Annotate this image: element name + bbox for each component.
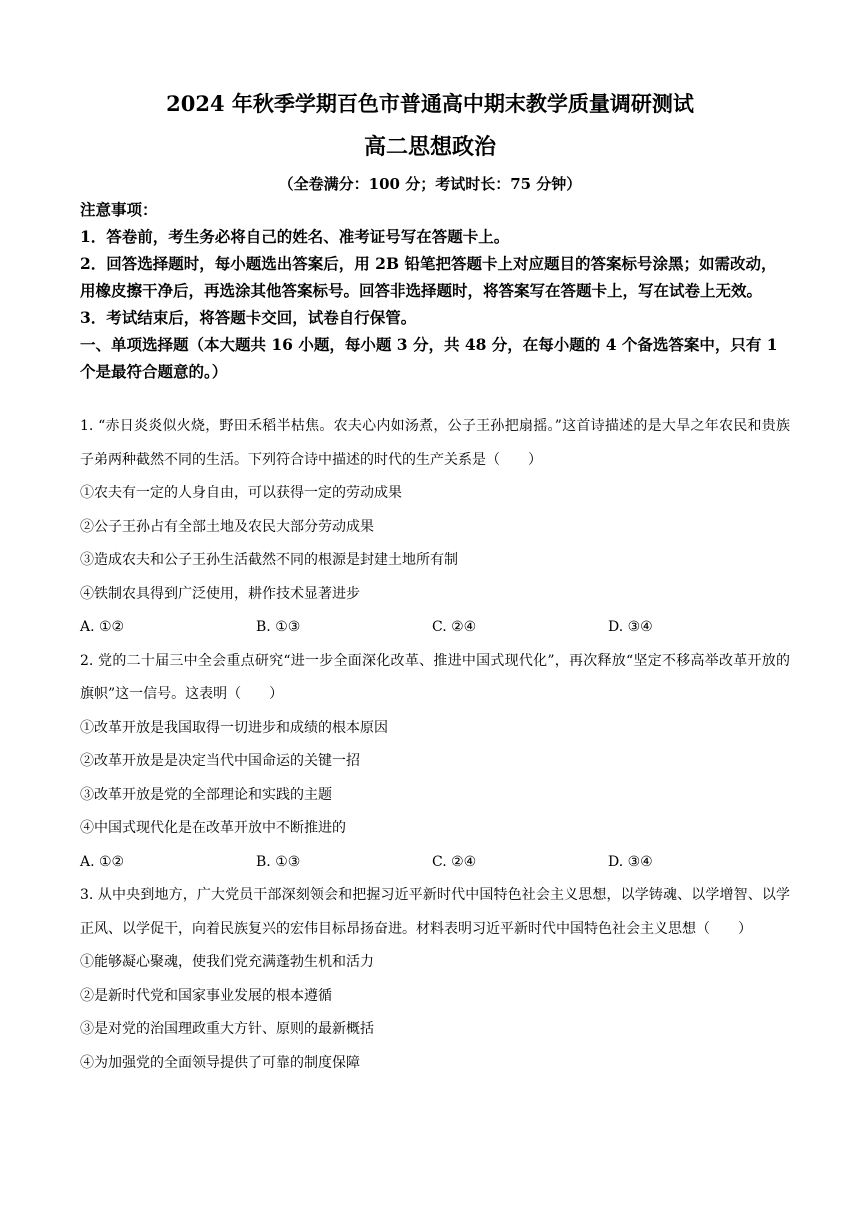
statement-option: ④为加强党的全面领导提供了可靠的制度保障 xyxy=(80,1054,360,1071)
statement-option: ②公子王孙占有全部土地及农民大部分劳动成果 xyxy=(80,518,374,535)
question xyxy=(80,879,790,1080)
exam-title: 2024 年秋季学期百色市普通高中期末教学质量调研测试 xyxy=(166,91,694,116)
section-heading: 一、单项选择题（本大题共 16 小题，每小题 3 分，共 48 分，在每小题的 4 个备选答案中，只有 1 个是最符合题意的。） xyxy=(80,335,778,381)
statement-option: ②是新时代党和国家事业发展的根本遵循 xyxy=(80,987,332,1004)
statement-option: ①能够凝心聚魂，使我们党充满蓬勃生机和活力 xyxy=(80,954,374,970)
notice-section xyxy=(80,196,790,385)
question xyxy=(80,645,790,880)
choice-c: C. ②④ xyxy=(432,619,477,635)
question-list xyxy=(80,410,790,1080)
choice-a: A. ①② xyxy=(80,619,125,635)
statement-option: ②改革开放是是决定当代中国命运的关键一招 xyxy=(80,753,360,769)
answer-choices xyxy=(80,611,790,645)
statement-option: ①农夫有一定的人身自由，可以获得一定的劳动成果 xyxy=(80,485,402,501)
choice-a: A. ①② xyxy=(80,853,125,870)
question xyxy=(80,410,790,645)
choice-d: D. ③④ xyxy=(608,853,653,870)
statement-option: ①改革开放是我国取得一切进步和成绩的根本原因 xyxy=(80,719,388,736)
question-stem: 3. 从中央到地方，广大党员干部深刻领会和把握习近平新时代中国特色社会主义思想，以学铸魂、以学增智、以学正风、以学促干，向着民族复兴的宏伟目标昂扬奋进。材料表明习近平新时代中国特色社会主义思想（ ） xyxy=(80,887,790,937)
question-stem: 2. 党的二十届三中全会重点研究“进一步全面深化改革、推进中国式现代化”，再次释放“坚定不移高举改革开放的旗帜”这一信号。这表明（ ） xyxy=(80,652,790,702)
statement-option: ③造成农夫和公子王孙生活截然不同的根源是封建土地所有制 xyxy=(80,552,458,568)
question-stem: 1. “赤日炎炎似火烧，野田禾稻半枯焦。农夫心内如汤煮，公子王孙把扇摇。”这首诗描述的是大旱之年农民和贵族子弟两种截然不同的生活。下列符合诗中描述的时代的生产关系是（ ） xyxy=(80,418,790,468)
statement-option: ③是对党的治国理政重大方针、原则的最新概括 xyxy=(80,1021,374,1037)
choice-d: D. ③④ xyxy=(608,619,653,635)
notice-heading: 注意事项： xyxy=(80,200,158,219)
statement-option: ③改革开放是党的全部理论和实践的主题 xyxy=(80,786,332,803)
statement-option: ④铁制农具得到广泛使用，耕作技术显著进步 xyxy=(80,585,360,602)
choice-b: B. ①③ xyxy=(256,619,301,635)
notice-item: 2．回答选择题时，每小题选出答案后，用 2B 铅笔把答题卡上对应题目的答案标号涂黑；如需改动，用橡皮擦干净后，再选涂其他答案标号。回答非选择题时，将答案写在答题卡上，写在试卷上无效。 xyxy=(80,254,777,300)
subject-title: 高二思想政治 xyxy=(363,134,496,160)
notice-item: 3．考试结束后，将答题卡交回，试卷自行保管。 xyxy=(80,308,417,327)
choice-c: C. ②④ xyxy=(432,853,477,870)
choice-b: B. ①③ xyxy=(256,853,301,870)
answer-choices xyxy=(80,846,790,880)
statement-option: ④中国式现代化是在改革开放中不断推进的 xyxy=(80,820,346,836)
exam-meta: （全卷满分：100 分；考试时长：75 分钟） xyxy=(278,175,582,193)
notice-item: 1．答卷前，考生务必将自己的姓名、准考证号写在答题卡上。 xyxy=(80,227,510,246)
